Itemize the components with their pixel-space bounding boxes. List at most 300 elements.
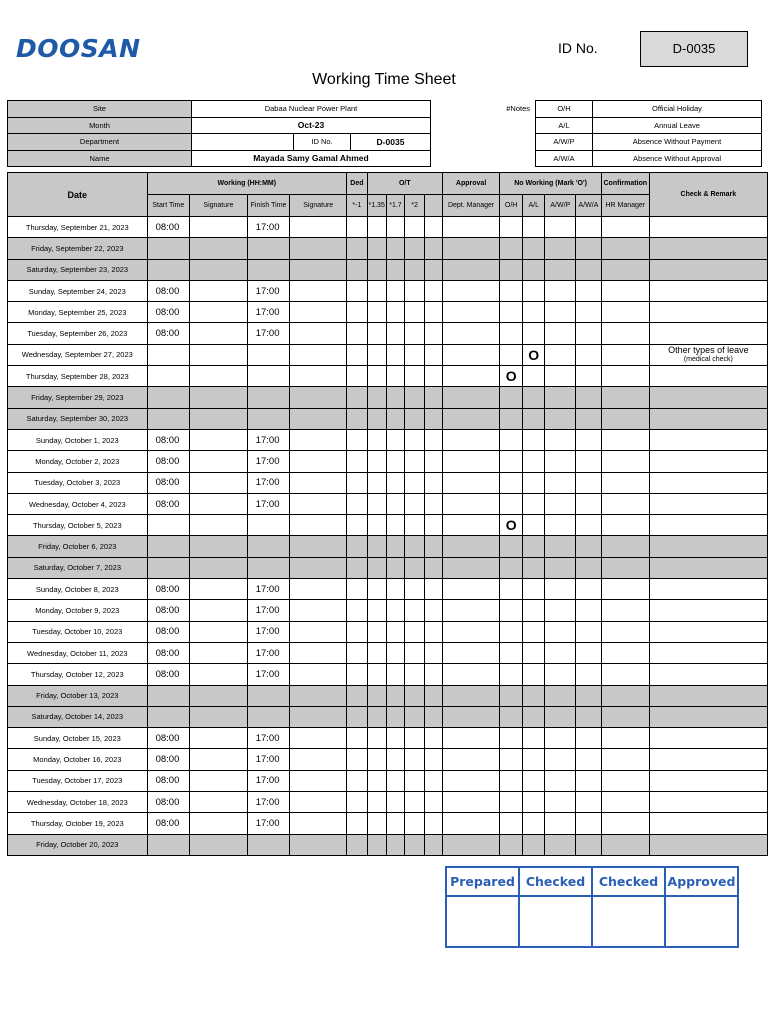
dept-manager-cell[interactable] bbox=[442, 834, 499, 855]
oh-mark-cell[interactable] bbox=[500, 792, 523, 813]
signature-cell[interactable] bbox=[190, 579, 248, 600]
awp-mark-cell[interactable] bbox=[545, 302, 576, 323]
remark-cell[interactable] bbox=[649, 813, 767, 834]
remark-cell[interactable] bbox=[649, 238, 767, 259]
al-mark-cell[interactable] bbox=[522, 685, 545, 706]
awp-mark-cell[interactable] bbox=[545, 429, 576, 450]
ot-cell[interactable] bbox=[424, 536, 442, 557]
ot-cell[interactable] bbox=[386, 813, 405, 834]
dept-manager-cell[interactable] bbox=[442, 579, 499, 600]
signature-cell[interactable] bbox=[290, 706, 347, 727]
dept-manager-cell[interactable] bbox=[442, 685, 499, 706]
al-mark-cell[interactable] bbox=[522, 600, 545, 621]
ot-cell[interactable] bbox=[405, 536, 424, 557]
finish-time-cell[interactable]: 17:00 bbox=[247, 642, 290, 663]
signature-cell[interactable] bbox=[290, 280, 347, 301]
ot-cell[interactable] bbox=[424, 792, 442, 813]
start-time-cell[interactable] bbox=[147, 366, 190, 387]
finish-time-cell[interactable] bbox=[247, 557, 290, 578]
ot-cell[interactable] bbox=[386, 387, 405, 408]
awp-mark-cell[interactable] bbox=[545, 728, 576, 749]
ot-cell[interactable] bbox=[405, 792, 424, 813]
awp-mark-cell[interactable] bbox=[545, 664, 576, 685]
dept-manager-cell[interactable] bbox=[442, 217, 499, 238]
dept-manager-cell[interactable] bbox=[442, 259, 499, 280]
oh-mark-cell[interactable] bbox=[500, 451, 523, 472]
awp-mark-cell[interactable] bbox=[545, 685, 576, 706]
ot-cell[interactable] bbox=[405, 366, 424, 387]
ot-cell[interactable] bbox=[367, 344, 386, 365]
finish-time-cell[interactable] bbox=[247, 706, 290, 727]
ot-cell[interactable] bbox=[405, 472, 424, 493]
hr-manager-cell[interactable] bbox=[601, 728, 649, 749]
signature-cell[interactable] bbox=[190, 515, 248, 536]
start-time-cell[interactable]: 08:00 bbox=[147, 280, 190, 301]
ot-cell[interactable] bbox=[386, 515, 405, 536]
ot-cell[interactable] bbox=[367, 621, 386, 642]
signature-cell[interactable] bbox=[290, 238, 347, 259]
signature-cell[interactable] bbox=[290, 642, 347, 663]
ot-cell[interactable] bbox=[367, 493, 386, 514]
signature-cell[interactable] bbox=[190, 664, 248, 685]
ot-cell[interactable] bbox=[424, 685, 442, 706]
finish-time-cell[interactable] bbox=[247, 834, 290, 855]
ot-cell[interactable] bbox=[424, 834, 442, 855]
finish-time-cell[interactable] bbox=[247, 408, 290, 429]
al-mark-cell[interactable] bbox=[522, 429, 545, 450]
hr-manager-cell[interactable] bbox=[601, 429, 649, 450]
awa-mark-cell[interactable] bbox=[576, 280, 602, 301]
start-time-cell[interactable]: 08:00 bbox=[147, 792, 190, 813]
ot-cell[interactable] bbox=[424, 344, 442, 365]
dept-manager-cell[interactable] bbox=[442, 600, 499, 621]
oh-mark-cell[interactable] bbox=[500, 429, 523, 450]
awa-mark-cell[interactable] bbox=[576, 493, 602, 514]
oh-mark-cell[interactable] bbox=[500, 493, 523, 514]
ot-cell[interactable] bbox=[386, 280, 405, 301]
awp-mark-cell[interactable] bbox=[545, 408, 576, 429]
finish-time-cell[interactable]: 17:00 bbox=[247, 813, 290, 834]
ot-cell[interactable] bbox=[347, 217, 368, 238]
oh-mark-cell[interactable] bbox=[500, 280, 523, 301]
dept-manager-cell[interactable] bbox=[442, 664, 499, 685]
ot-cell[interactable] bbox=[405, 302, 424, 323]
ot-cell[interactable] bbox=[367, 728, 386, 749]
signature-cell[interactable] bbox=[290, 579, 347, 600]
ot-cell[interactable] bbox=[386, 536, 405, 557]
signature-cell[interactable] bbox=[190, 792, 248, 813]
start-time-cell[interactable] bbox=[147, 685, 190, 706]
signature-cell[interactable] bbox=[290, 302, 347, 323]
dept-manager-cell[interactable] bbox=[442, 451, 499, 472]
awa-mark-cell[interactable] bbox=[576, 770, 602, 791]
dept-manager-cell[interactable] bbox=[442, 557, 499, 578]
signature-cell[interactable] bbox=[190, 472, 248, 493]
ot-cell[interactable] bbox=[347, 770, 368, 791]
ot-cell[interactable] bbox=[347, 813, 368, 834]
oh-mark-cell[interactable] bbox=[500, 600, 523, 621]
ot-cell[interactable] bbox=[367, 579, 386, 600]
hr-manager-cell[interactable] bbox=[601, 536, 649, 557]
dept-manager-cell[interactable] bbox=[442, 493, 499, 514]
signature-cell[interactable] bbox=[290, 728, 347, 749]
ot-cell[interactable] bbox=[347, 728, 368, 749]
ot-cell[interactable] bbox=[405, 259, 424, 280]
al-mark-cell[interactable] bbox=[522, 451, 545, 472]
ot-cell[interactable] bbox=[367, 366, 386, 387]
ot-cell[interactable] bbox=[347, 642, 368, 663]
signature-cell[interactable] bbox=[290, 515, 347, 536]
dept-manager-cell[interactable] bbox=[442, 515, 499, 536]
remark-cell[interactable] bbox=[649, 621, 767, 642]
ot-cell[interactable] bbox=[386, 728, 405, 749]
ot-cell[interactable] bbox=[386, 217, 405, 238]
oh-mark-cell[interactable] bbox=[500, 770, 523, 791]
oh-mark-cell[interactable] bbox=[500, 408, 523, 429]
ot-cell[interactable] bbox=[386, 621, 405, 642]
al-mark-cell[interactable] bbox=[522, 280, 545, 301]
awp-mark-cell[interactable] bbox=[545, 238, 576, 259]
dept-manager-cell[interactable] bbox=[442, 323, 499, 344]
signature-cell[interactable] bbox=[290, 557, 347, 578]
finish-time-cell[interactable] bbox=[247, 515, 290, 536]
ot-cell[interactable] bbox=[405, 579, 424, 600]
ot-cell[interactable] bbox=[347, 408, 368, 429]
awp-mark-cell[interactable] bbox=[545, 579, 576, 600]
dept-manager-cell[interactable] bbox=[442, 280, 499, 301]
start-time-cell[interactable]: 08:00 bbox=[147, 621, 190, 642]
hr-manager-cell[interactable] bbox=[601, 749, 649, 770]
start-time-cell[interactable]: 08:00 bbox=[147, 217, 190, 238]
ot-cell[interactable] bbox=[347, 344, 368, 365]
start-time-cell[interactable]: 08:00 bbox=[147, 770, 190, 791]
al-mark-cell[interactable] bbox=[522, 579, 545, 600]
ot-cell[interactable] bbox=[347, 685, 368, 706]
ot-cell[interactable] bbox=[386, 600, 405, 621]
signature-cell[interactable] bbox=[190, 813, 248, 834]
awa-mark-cell[interactable] bbox=[576, 749, 602, 770]
dept-manager-cell[interactable] bbox=[442, 728, 499, 749]
ot-cell[interactable] bbox=[386, 323, 405, 344]
awp-mark-cell[interactable] bbox=[545, 515, 576, 536]
al-mark-cell[interactable] bbox=[522, 749, 545, 770]
hr-manager-cell[interactable] bbox=[601, 323, 649, 344]
dept-manager-cell[interactable] bbox=[442, 642, 499, 663]
ot-cell[interactable] bbox=[347, 366, 368, 387]
remark-cell[interactable] bbox=[649, 557, 767, 578]
ot-cell[interactable] bbox=[386, 344, 405, 365]
finish-time-cell[interactable] bbox=[247, 536, 290, 557]
remark-cell[interactable] bbox=[649, 344, 767, 365]
ot-cell[interactable] bbox=[424, 770, 442, 791]
hr-manager-cell[interactable] bbox=[601, 238, 649, 259]
finish-time-cell[interactable]: 17:00 bbox=[247, 600, 290, 621]
al-mark-cell[interactable]: O bbox=[522, 344, 545, 365]
awa-mark-cell[interactable] bbox=[576, 600, 602, 621]
ot-cell[interactable] bbox=[405, 344, 424, 365]
hr-manager-cell[interactable] bbox=[601, 451, 649, 472]
start-time-cell[interactable] bbox=[147, 834, 190, 855]
signature-cell[interactable] bbox=[290, 472, 347, 493]
awa-mark-cell[interactable] bbox=[576, 408, 602, 429]
ot-cell[interactable] bbox=[347, 323, 368, 344]
hr-manager-cell[interactable] bbox=[601, 813, 649, 834]
start-time-cell[interactable] bbox=[147, 536, 190, 557]
finish-time-cell[interactable]: 17:00 bbox=[247, 621, 290, 642]
remark-cell[interactable] bbox=[649, 472, 767, 493]
remark-cell[interactable] bbox=[649, 515, 767, 536]
awp-mark-cell[interactable] bbox=[545, 792, 576, 813]
ot-cell[interactable] bbox=[386, 706, 405, 727]
remark-cell[interactable] bbox=[649, 536, 767, 557]
hr-manager-cell[interactable] bbox=[601, 344, 649, 365]
ot-cell[interactable] bbox=[424, 728, 442, 749]
ot-cell[interactable] bbox=[367, 813, 386, 834]
ot-cell[interactable] bbox=[405, 749, 424, 770]
dept-manager-cell[interactable] bbox=[442, 536, 499, 557]
ot-cell[interactable] bbox=[367, 217, 386, 238]
signature-cell[interactable] bbox=[290, 387, 347, 408]
ot-cell[interactable] bbox=[347, 621, 368, 642]
ot-cell[interactable] bbox=[424, 238, 442, 259]
awa-mark-cell[interactable] bbox=[576, 387, 602, 408]
awp-mark-cell[interactable] bbox=[545, 217, 576, 238]
ot-cell[interactable] bbox=[386, 238, 405, 259]
ot-cell[interactable] bbox=[424, 323, 442, 344]
ot-cell[interactable] bbox=[424, 451, 442, 472]
awp-mark-cell[interactable] bbox=[545, 366, 576, 387]
ot-cell[interactable] bbox=[386, 579, 405, 600]
dept-manager-cell[interactable] bbox=[442, 472, 499, 493]
ot-cell[interactable] bbox=[424, 664, 442, 685]
ot-cell[interactable] bbox=[347, 238, 368, 259]
finish-time-cell[interactable]: 17:00 bbox=[247, 579, 290, 600]
al-mark-cell[interactable] bbox=[522, 557, 545, 578]
ot-cell[interactable] bbox=[424, 642, 442, 663]
al-mark-cell[interactable] bbox=[522, 642, 545, 663]
awp-mark-cell[interactable] bbox=[545, 493, 576, 514]
signature-cell[interactable] bbox=[190, 366, 248, 387]
dept-manager-cell[interactable] bbox=[442, 408, 499, 429]
signature-cell[interactable] bbox=[190, 621, 248, 642]
awp-mark-cell[interactable] bbox=[545, 749, 576, 770]
ot-cell[interactable] bbox=[424, 493, 442, 514]
start-time-cell[interactable]: 08:00 bbox=[147, 728, 190, 749]
awp-mark-cell[interactable] bbox=[545, 834, 576, 855]
oh-mark-cell[interactable] bbox=[500, 706, 523, 727]
ot-cell[interactable] bbox=[405, 621, 424, 642]
awp-mark-cell[interactable] bbox=[545, 259, 576, 280]
awa-mark-cell[interactable] bbox=[576, 451, 602, 472]
ot-cell[interactable] bbox=[347, 493, 368, 514]
start-time-cell[interactable] bbox=[147, 557, 190, 578]
ot-cell[interactable] bbox=[424, 217, 442, 238]
ot-cell[interactable] bbox=[347, 429, 368, 450]
ot-cell[interactable] bbox=[386, 366, 405, 387]
ot-cell[interactable] bbox=[367, 408, 386, 429]
finish-time-cell[interactable]: 17:00 bbox=[247, 493, 290, 514]
signature-cell[interactable] bbox=[190, 429, 248, 450]
ot-cell[interactable] bbox=[367, 792, 386, 813]
oh-mark-cell[interactable] bbox=[500, 217, 523, 238]
ot-cell[interactable] bbox=[424, 706, 442, 727]
start-time-cell[interactable]: 08:00 bbox=[147, 493, 190, 514]
ot-cell[interactable] bbox=[367, 302, 386, 323]
ot-cell[interactable] bbox=[424, 259, 442, 280]
ot-cell[interactable] bbox=[347, 280, 368, 301]
finish-time-cell[interactable]: 17:00 bbox=[247, 792, 290, 813]
ot-cell[interactable] bbox=[347, 792, 368, 813]
hr-manager-cell[interactable] bbox=[601, 259, 649, 280]
ot-cell[interactable] bbox=[405, 600, 424, 621]
awa-mark-cell[interactable] bbox=[576, 429, 602, 450]
awa-mark-cell[interactable] bbox=[576, 536, 602, 557]
remark-cell[interactable] bbox=[649, 728, 767, 749]
awa-mark-cell[interactable] bbox=[576, 344, 602, 365]
remark-cell[interactable] bbox=[649, 429, 767, 450]
remark-cell[interactable] bbox=[649, 579, 767, 600]
oh-mark-cell[interactable] bbox=[500, 259, 523, 280]
ot-cell[interactable] bbox=[386, 259, 405, 280]
ot-cell[interactable] bbox=[386, 557, 405, 578]
signature-cell[interactable] bbox=[290, 600, 347, 621]
ot-cell[interactable] bbox=[386, 770, 405, 791]
ot-cell[interactable] bbox=[347, 579, 368, 600]
finish-time-cell[interactable]: 17:00 bbox=[247, 728, 290, 749]
ot-cell[interactable] bbox=[367, 451, 386, 472]
awa-mark-cell[interactable] bbox=[576, 685, 602, 706]
dept-manager-cell[interactable] bbox=[442, 302, 499, 323]
signature-cell[interactable] bbox=[190, 302, 248, 323]
ot-cell[interactable] bbox=[424, 600, 442, 621]
awp-mark-cell[interactable] bbox=[545, 451, 576, 472]
signature-cell[interactable] bbox=[290, 344, 347, 365]
dept-manager-cell[interactable] bbox=[442, 792, 499, 813]
ot-cell[interactable] bbox=[367, 770, 386, 791]
hr-manager-cell[interactable] bbox=[601, 472, 649, 493]
awa-mark-cell[interactable] bbox=[576, 557, 602, 578]
start-time-cell[interactable] bbox=[147, 259, 190, 280]
ot-cell[interactable] bbox=[367, 600, 386, 621]
ot-cell[interactable] bbox=[367, 834, 386, 855]
signature-cell[interactable] bbox=[190, 834, 248, 855]
awp-mark-cell[interactable] bbox=[545, 323, 576, 344]
awa-mark-cell[interactable] bbox=[576, 621, 602, 642]
oh-mark-cell[interactable] bbox=[500, 642, 523, 663]
al-mark-cell[interactable] bbox=[522, 493, 545, 514]
awp-mark-cell[interactable] bbox=[545, 557, 576, 578]
start-time-cell[interactable] bbox=[147, 408, 190, 429]
signature-cell[interactable] bbox=[190, 323, 248, 344]
awp-mark-cell[interactable] bbox=[545, 280, 576, 301]
ot-cell[interactable] bbox=[347, 302, 368, 323]
signature-cell[interactable] bbox=[290, 259, 347, 280]
start-time-cell[interactable]: 08:00 bbox=[147, 600, 190, 621]
ot-cell[interactable] bbox=[424, 557, 442, 578]
signature-cell[interactable] bbox=[290, 664, 347, 685]
finish-time-cell[interactable] bbox=[247, 259, 290, 280]
ot-cell[interactable] bbox=[347, 664, 368, 685]
al-mark-cell[interactable] bbox=[522, 408, 545, 429]
awa-mark-cell[interactable] bbox=[576, 366, 602, 387]
awp-mark-cell[interactable] bbox=[545, 642, 576, 663]
remark-cell[interactable] bbox=[649, 770, 767, 791]
ot-cell[interactable] bbox=[424, 579, 442, 600]
finish-time-cell[interactable]: 17:00 bbox=[247, 302, 290, 323]
oh-mark-cell[interactable] bbox=[500, 685, 523, 706]
hr-manager-cell[interactable] bbox=[601, 792, 649, 813]
ot-cell[interactable] bbox=[347, 834, 368, 855]
al-mark-cell[interactable] bbox=[522, 366, 545, 387]
start-time-cell[interactable]: 08:00 bbox=[147, 664, 190, 685]
oh-mark-cell[interactable] bbox=[500, 579, 523, 600]
remark-cell[interactable] bbox=[649, 302, 767, 323]
ot-cell[interactable] bbox=[367, 685, 386, 706]
hr-manager-cell[interactable] bbox=[601, 217, 649, 238]
dept-manager-cell[interactable] bbox=[442, 429, 499, 450]
remark-cell[interactable] bbox=[649, 259, 767, 280]
start-time-cell[interactable]: 08:00 bbox=[147, 323, 190, 344]
signature-cell[interactable] bbox=[290, 749, 347, 770]
oh-mark-cell[interactable] bbox=[500, 664, 523, 685]
awa-mark-cell[interactable] bbox=[576, 813, 602, 834]
remark-cell[interactable] bbox=[649, 642, 767, 663]
oh-mark-cell[interactable] bbox=[500, 238, 523, 259]
hr-manager-cell[interactable] bbox=[601, 280, 649, 301]
hr-manager-cell[interactable] bbox=[601, 493, 649, 514]
al-mark-cell[interactable] bbox=[522, 621, 545, 642]
ot-cell[interactable] bbox=[347, 472, 368, 493]
hr-manager-cell[interactable] bbox=[601, 366, 649, 387]
ot-cell[interactable] bbox=[424, 408, 442, 429]
start-time-cell[interactable] bbox=[147, 387, 190, 408]
dept-manager-cell[interactable] bbox=[442, 749, 499, 770]
ot-cell[interactable] bbox=[405, 664, 424, 685]
start-time-cell[interactable] bbox=[147, 515, 190, 536]
al-mark-cell[interactable] bbox=[522, 259, 545, 280]
al-mark-cell[interactable] bbox=[522, 323, 545, 344]
al-mark-cell[interactable] bbox=[522, 770, 545, 791]
signature-cell[interactable] bbox=[290, 429, 347, 450]
ot-cell[interactable] bbox=[386, 642, 405, 663]
awa-mark-cell[interactable] bbox=[576, 706, 602, 727]
ot-cell[interactable] bbox=[405, 813, 424, 834]
signature-cell[interactable] bbox=[290, 834, 347, 855]
awp-mark-cell[interactable] bbox=[545, 472, 576, 493]
ot-cell[interactable] bbox=[386, 429, 405, 450]
oh-mark-cell[interactable] bbox=[500, 472, 523, 493]
remark-cell[interactable] bbox=[649, 408, 767, 429]
remark-cell[interactable] bbox=[649, 749, 767, 770]
signature-cell[interactable] bbox=[290, 408, 347, 429]
finish-time-cell[interactable] bbox=[247, 387, 290, 408]
al-mark-cell[interactable] bbox=[522, 728, 545, 749]
awa-mark-cell[interactable] bbox=[576, 792, 602, 813]
signature-cell[interactable] bbox=[190, 493, 248, 514]
awp-mark-cell[interactable] bbox=[545, 813, 576, 834]
awp-mark-cell[interactable] bbox=[545, 600, 576, 621]
awa-mark-cell[interactable] bbox=[576, 302, 602, 323]
al-mark-cell[interactable] bbox=[522, 302, 545, 323]
awa-mark-cell[interactable] bbox=[576, 728, 602, 749]
al-mark-cell[interactable] bbox=[522, 387, 545, 408]
signature-cell[interactable] bbox=[190, 685, 248, 706]
al-mark-cell[interactable] bbox=[522, 515, 545, 536]
ot-cell[interactable] bbox=[424, 813, 442, 834]
signature-cell[interactable] bbox=[190, 770, 248, 791]
remark-cell[interactable] bbox=[649, 323, 767, 344]
hr-manager-cell[interactable] bbox=[601, 600, 649, 621]
